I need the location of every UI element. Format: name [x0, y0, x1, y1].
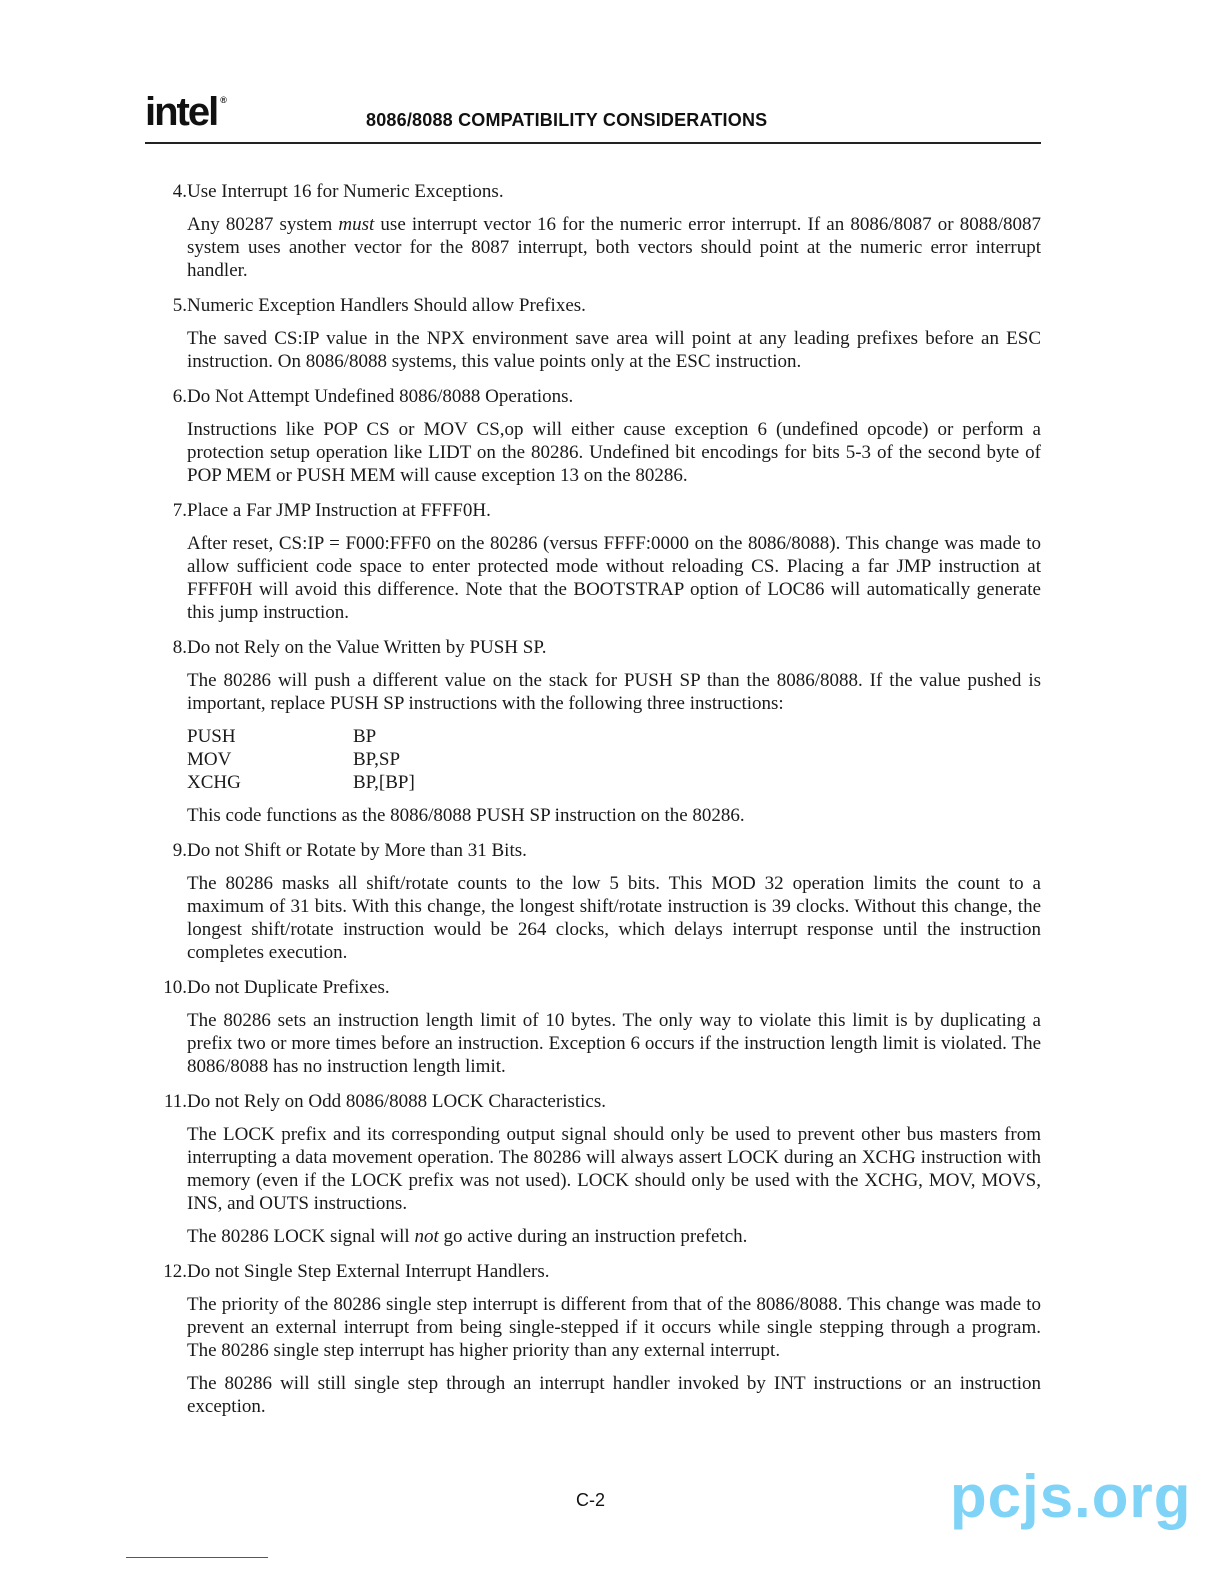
item-paragraph: [187, 418, 1041, 487]
paragraph-text: The 80286 will push a different value on the stack for PUSH SP than the 8086/8088. If the value pushed is important, replace PUSH SP instructions with the following three instructions:: [187, 670, 1041, 714]
code-opcode: PUSH: [187, 726, 236, 747]
item-paragraph: [187, 1009, 1041, 1078]
paragraph-text: use interrupt vector 16 for the numeric error interrupt. If an 8086/8087 or 8088/8087 system uses another vector for the 8087 interrupt, both vectors should point at the numeric error interrupt handler.: [187, 214, 1041, 281]
paragraph-text: Any 80287 system: [187, 214, 339, 235]
paragraph-text: The saved CS:IP value in the NPX environment save area will point at any leading prefixes before an ESC instruction. On 8086/8088 systems, this value points only at the ESC instruction.: [187, 328, 1041, 372]
item-number: 7.: [172, 500, 187, 521]
paragraph-text: The 80286 LOCK signal will: [187, 1226, 415, 1247]
item-paragraph: [187, 213, 1041, 282]
item-number: 12.: [163, 1261, 187, 1282]
item-heading: [145, 976, 1041, 999]
paragraph-text: After reset, CS:IP = F000:FFF0 on the 80286 (versus FFFF:0000 on the 8086/8088). This change was made to allow sufficient code space to enter protected mode without reloading CS. Placing a far JMP instruction at FFFF0H will avoid this difference. Note that the BOOTSTRAP option of LOC86 will automatically generate this jump instruction.: [187, 533, 1041, 623]
paragraph-text: go active during an instruction prefetch.: [438, 1226, 748, 1247]
page-number: C-2: [576, 1490, 606, 1510]
item-paragraph: This code functions as the 8086/8088 PUSH SP instruction on the 80286.: [187, 805, 745, 826]
list-item: [145, 1090, 1041, 1248]
item-number: 10.: [163, 977, 187, 998]
document-body: [145, 180, 1041, 1430]
item-heading-text: Use Interrupt 16 for Numeric Exceptions.: [187, 181, 504, 202]
list-item: [145, 385, 1041, 487]
item-heading-text: Do not Duplicate Prefixes.: [187, 977, 390, 998]
paragraph-text: The priority of the 80286 single step interrupt is different from that of the 8086/8088. This change was made to prevent an external interrupt from being single-stepped if it occurs while single stepping through a program. The 80286 single step interrupt has higher priority than any external interrupt.: [187, 1294, 1041, 1361]
registered-mark: ®: [220, 94, 227, 105]
emphasis-text: must: [338, 214, 375, 235]
item-heading-text: Numeric Exception Handlers Should allow Prefixes.: [187, 295, 586, 316]
item-number: 11.: [163, 1091, 187, 1112]
item-number: 5.: [172, 295, 187, 316]
code-line: [187, 771, 1041, 794]
item-paragraph: [187, 1372, 1041, 1418]
code-operand: BP,SP: [353, 749, 401, 770]
item-heading-text: Do not Shift or Rotate by More than 31 Bits.: [187, 840, 527, 861]
item-heading: [145, 180, 1041, 203]
list-item: [145, 976, 1041, 1078]
code-operand: BP: [353, 726, 377, 747]
item-paragraph: [187, 1123, 1041, 1215]
item-heading-text: Place a Far JMP Instruction at FFFF0H.: [187, 500, 491, 521]
code-opcode: XCHG: [187, 772, 241, 793]
item-heading-text: Do Not Attempt Undefined 8086/8088 Operations.: [187, 386, 574, 407]
code-line: [187, 748, 1041, 771]
item-number: 4.: [172, 181, 187, 202]
pcjs-watermark[interactable]: pcjs.org: [950, 1463, 1192, 1530]
header-divider: [145, 142, 1041, 144]
item-number: 9.: [172, 840, 187, 861]
item-paragraph: [187, 532, 1041, 624]
item-heading: [145, 499, 1041, 522]
intel-logo: intel ®: [145, 90, 227, 134]
item-heading-text: Do not Rely on the Value Written by PUSH SP.: [187, 637, 547, 658]
page-header-title: 8086/8088 COMPATIBILITY CONSIDERATIONS: [366, 110, 768, 130]
list-item: [145, 839, 1041, 964]
paragraph-text: The LOCK prefix and its corresponding output signal should only be used to prevent other bus masters from interrupting a data movement operation. The 80286 will always assert LOCK during an XCHG instruction with memory (even if the LOCK prefix was not used). LOCK should only be used with the XCHG, MOV, MOVS, INS, and OUTS instructions.: [187, 1124, 1041, 1214]
code-opcode: MOV: [187, 749, 232, 770]
paragraph-text: The 80286 masks all shift/rotate counts to the low 5 bits. This MOD 32 operation limits the count to a maximum of 31 bits. With this change, the longest shift/rotate instruction is 39 clocks. Without this change, the longest shift/rotate instruction would be 264 clocks, which delays interrupt response until the instruction completes execution.: [187, 873, 1041, 963]
code-line: [187, 725, 1041, 748]
item-heading: [145, 1260, 1041, 1283]
item-heading: [145, 1090, 1041, 1113]
paragraph-text: The 80286 will still single step through an interrupt handler invoked by INT instructions or an instruction exception.: [187, 1373, 1041, 1417]
item-paragraph: [187, 1225, 1041, 1248]
item-heading-text: Do not Single Step External Interrupt Handlers.: [187, 1261, 550, 1282]
item-paragraph: [187, 327, 1041, 373]
item-paragraph: [187, 1293, 1041, 1362]
list-item: [145, 294, 1041, 373]
bottom-link-underline: [126, 1557, 268, 1558]
list-item: [145, 499, 1041, 624]
list-item: [145, 1260, 1041, 1418]
item-heading: [145, 636, 1041, 659]
list-item: [145, 180, 1041, 282]
list-item: [145, 636, 1041, 827]
item-heading: [145, 839, 1041, 862]
code-block: [187, 725, 1041, 794]
item-heading: [145, 385, 1041, 408]
item-heading: [145, 294, 1041, 317]
paragraph-text: Instructions like POP CS or MOV CS,op will either cause exception 6 (undefined opcode) or perform a protection setup operation like LIDT on the 80286. Undefined bit encodings for bits 5-3 of the second byte of POP MEM or PUSH MEM will cause exception 13 on the 80286.: [187, 419, 1041, 486]
item-number: 8.: [172, 637, 187, 658]
paragraph-text: The 80286 sets an instruction length limit of 10 bytes. The only way to violate this limit is by duplicating a prefix two or more times before an instruction. Exception 6 occurs if the instruction length limit is violated. The 8086/8088 has no instruction length limit.: [187, 1010, 1041, 1077]
item-heading-text: Do not Rely on Odd 8086/8088 LOCK Characteristics.: [187, 1091, 607, 1112]
emphasis-text: not: [414, 1226, 439, 1247]
item-paragraph: [187, 669, 1041, 715]
item-number: 6.: [172, 386, 187, 407]
item-paragraph: [187, 872, 1041, 964]
code-operand: BP,[BP]: [353, 772, 415, 793]
